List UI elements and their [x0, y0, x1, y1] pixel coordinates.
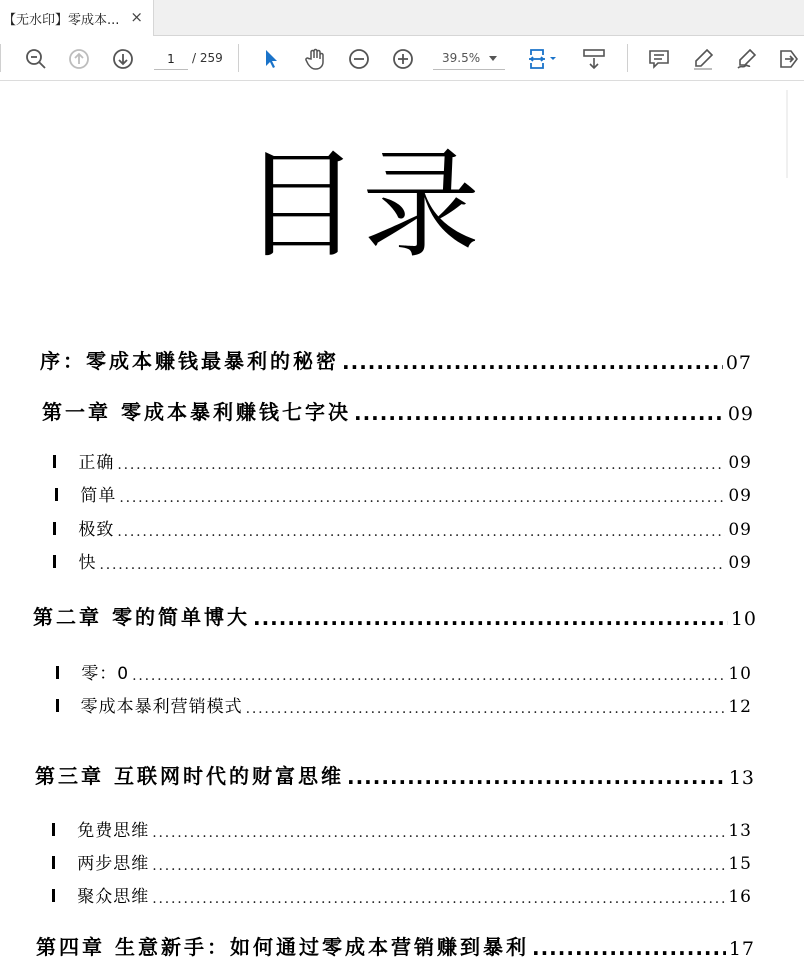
- page-number-input[interactable]: [154, 48, 188, 70]
- toc-entry-text: 正确: [78, 453, 115, 473]
- toc-page-number: 16: [728, 887, 752, 907]
- square-bullet-icon: [52, 889, 55, 902]
- toc-page-number: 17: [728, 938, 755, 960]
- toc-entry-text: 快: [78, 553, 97, 573]
- toc-entry-text: 第一章 零成本暴利赚钱七字决: [42, 400, 351, 424]
- share-icon[interactable]: [775, 45, 803, 73]
- square-bullet-icon: [55, 488, 58, 501]
- zoom-out-magnifier-icon[interactable]: [22, 45, 50, 73]
- toc-title: 目录: [241, 136, 482, 274]
- document-tab[interactable]: [0, 0, 154, 36]
- toc-page-number: 12: [728, 697, 752, 717]
- toc-dot-leader: [347, 765, 726, 789]
- toc-entry-text: 两步思维: [77, 854, 150, 874]
- toc-chapter-4[interactable]: [36, 930, 755, 960]
- toc-entry-text: 第四章 生意新手：如何通过零成本营销赚到暴利: [36, 935, 529, 959]
- comment-icon[interactable]: [645, 45, 673, 73]
- tab-bar: [0, 0, 804, 36]
- toolbar-divider: [0, 44, 1, 72]
- zoom-level-dropdown[interactable]: [433, 48, 505, 70]
- scroll-mode-icon[interactable]: [580, 45, 608, 73]
- toc-dot-leader: [342, 350, 723, 374]
- select-cursor-icon[interactable]: [257, 45, 285, 73]
- highlight-pen-icon[interactable]: [689, 45, 717, 73]
- toc-dot-leader: [117, 457, 725, 473]
- toc-dot-leader: [246, 701, 726, 717]
- toc-chapter-2[interactable]: [33, 600, 757, 630]
- square-bullet-icon: [53, 455, 56, 468]
- toc-dot-leader: [253, 606, 728, 630]
- square-bullet-icon: [56, 666, 59, 679]
- toc-item[interactable]: [52, 815, 752, 841]
- toc-item[interactable]: [56, 658, 752, 684]
- toc-entry-text: 第三章 互联网时代的财富思维: [35, 764, 344, 788]
- toc-dot-leader: [152, 858, 725, 874]
- toc-page-number: 09: [728, 453, 752, 473]
- fit-page-icon[interactable]: [525, 45, 561, 73]
- tab-title: 【无水印】零成本...: [3, 12, 120, 28]
- toc-chapter-preface[interactable]: [40, 344, 752, 374]
- toc-page-number: 13: [728, 767, 755, 789]
- toc-entry-text: 序：零成本赚钱最暴利的秘密: [40, 349, 339, 373]
- toc-entry-text: 简单: [80, 486, 117, 506]
- toc-item[interactable]: [55, 480, 752, 506]
- toc-chapter-3[interactable]: [35, 759, 755, 789]
- square-bullet-icon: [52, 823, 55, 836]
- toc-page-number: 09: [727, 403, 754, 425]
- square-bullet-icon: [52, 856, 55, 869]
- toc-dot-leader: [99, 557, 725, 573]
- close-icon[interactable]: ×: [130, 8, 143, 26]
- toc-entry-text: 第二章 零的简单博大: [33, 605, 250, 629]
- toc-dot-leader: [532, 936, 726, 960]
- toc-page-number: 10: [730, 608, 757, 630]
- toc-dot-leader: [354, 401, 725, 425]
- toc-entry-text: 聚众思维: [77, 887, 150, 907]
- zoom-out-icon[interactable]: [345, 45, 373, 73]
- chevron-down-icon: [489, 56, 497, 61]
- page-total: / 259: [192, 51, 223, 65]
- toolbar: [0, 36, 804, 81]
- toc-item[interactable]: [53, 547, 752, 573]
- sign-pen-icon[interactable]: [733, 45, 761, 73]
- page-edge-marker: [786, 90, 788, 178]
- toc-page-number: 09: [728, 486, 752, 506]
- toc-item[interactable]: [52, 881, 752, 907]
- zoom-in-icon[interactable]: [389, 45, 417, 73]
- toc-page-number: 07: [725, 352, 752, 374]
- toc-entry-text: 零成本暴利营销模式: [80, 697, 243, 717]
- toc-entry-text: 零：0: [81, 664, 130, 684]
- toc-item[interactable]: [53, 447, 752, 473]
- toc-page-number: 13: [728, 821, 752, 841]
- zoom-level-value: 39.5%: [442, 51, 481, 65]
- toc-page-number: 15: [728, 854, 752, 874]
- toc-entry-text: 免费思维: [77, 821, 150, 841]
- hand-tool-icon[interactable]: [301, 45, 329, 73]
- square-bullet-icon: [53, 555, 56, 568]
- toc-dot-leader: [117, 524, 725, 540]
- previous-page-icon[interactable]: [65, 45, 93, 73]
- toc-page-number: 09: [728, 553, 752, 573]
- square-bullet-icon: [56, 699, 59, 712]
- toc-dot-leader: [152, 825, 725, 841]
- document-viewport[interactable]: [0, 82, 804, 973]
- toc-dot-leader: [152, 891, 725, 907]
- toc-item[interactable]: [53, 514, 752, 540]
- toc-page-number: 09: [728, 520, 752, 540]
- toc-dot-leader: [132, 668, 725, 684]
- next-page-icon[interactable]: [109, 45, 137, 73]
- toc-entry-text: 极致: [78, 520, 115, 540]
- toc-item[interactable]: [52, 848, 752, 874]
- toc-dot-leader: [119, 490, 725, 506]
- toolbar-divider: [238, 44, 239, 72]
- toolbar-divider: [627, 44, 628, 72]
- toc-chapter-1[interactable]: [42, 395, 754, 425]
- toc-item[interactable]: [56, 691, 752, 717]
- square-bullet-icon: [53, 522, 56, 535]
- toc-page-number: 10: [728, 664, 752, 684]
